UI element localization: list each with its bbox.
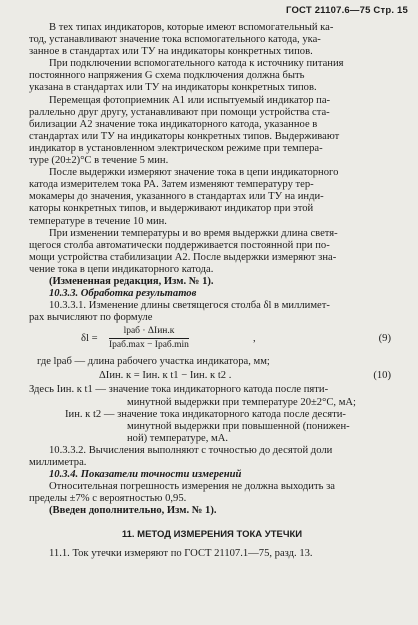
paragraph-auxiliary-cathode	[29, 22, 395, 58]
text-line: При подключении вспомогательного катода к источнику питания	[49, 58, 344, 70]
amendment-note: (Измененная редакция, Изм. № 1).	[49, 275, 214, 287]
definitions-block	[29, 384, 395, 444]
text-line: индикатор в установленном электрическом режиме при темпера-	[29, 142, 323, 154]
text-line: Перемещая фотоприемник A1 или испытуемый индикатор па-	[49, 94, 331, 106]
text-line: Относительная погрешность измерения не должна выходить за	[49, 481, 335, 493]
document-body	[29, 22, 395, 560]
text-line: В тех типах индикаторов, которые имеют вспомогательный ка-	[49, 22, 334, 33]
text-line: мощи устройства стабилизации A2. После выдержки измеряют зна-	[29, 251, 337, 263]
equation-number: (10)	[373, 370, 391, 382]
clause-10-3-3-2	[29, 445, 395, 469]
text-line: пределы ±7% с вероятностью 0,95.	[29, 493, 187, 505]
formula-lhs: δl =	[81, 333, 98, 345]
equation-number: (9)	[378, 333, 391, 345]
formula-fraction	[109, 326, 189, 351]
text-line: щегося столба автоматически поддерживается постоянной при по-	[29, 239, 330, 251]
formula-numerator: lраб · ΔIин.к	[109, 326, 189, 339]
formula-9	[29, 324, 395, 356]
subsection-heading: 10.3.4. Показатели точности измерений	[49, 469, 242, 481]
paragraph-photodetector	[29, 95, 395, 168]
text-line: постоянного напряжения G схема подключения должна быть	[29, 70, 305, 82]
paragraph-relative-error	[29, 481, 395, 505]
text-line: При изменении температуры и во время выдержки длина светя-	[49, 227, 338, 239]
subsection-heading: 10.3.3. Обработка результатов	[49, 288, 197, 300]
text-line: После выдержки измеряют значение тока в цепи индикаторного	[49, 167, 339, 179]
formula-10	[29, 368, 395, 384]
text-line: мокамеры до значения, указанного в стандартах или ТУ на инди-	[29, 191, 324, 203]
text-line: Здесь Iин. к t1 — значение тока индикаторного катода после пяти-	[29, 384, 329, 396]
text-line: тод, устанавливают значение тока вспомогательного катода, ука-	[29, 34, 321, 46]
clause-11-1: 11.1. Ток утечки измеряют по ГОСТ 21107.1—75, разд. 13.	[49, 547, 313, 559]
where-line: где lраб — длина рабочего участка индикатора, мм;	[37, 356, 270, 368]
text-line: билизации A2 значение тока индикаторного катода, указанное в	[29, 118, 318, 130]
text-line: каторы конкретных типов, и выдерживают индикатор при этой	[29, 203, 314, 215]
amendment-note: (Введен дополнительно, Изм. № 1).	[49, 505, 217, 517]
text-line: катода измерителем тока PA. Затем изменяют температуру тер-	[29, 179, 314, 191]
text-line: 10.3.3.1. Изменение длины светящегося столба δl в миллимет-	[49, 300, 330, 312]
text-line: чение тока в цепи индикаторного катода.	[29, 263, 214, 275]
text-line: минутной выдержки при температуре 20±2°С, мА;	[127, 396, 356, 408]
section-heading: 11. МЕТОД ИЗМЕРЕНИЯ ТОКА УТЕЧКИ	[121, 529, 303, 541]
text-line: Iин. к t2 — значение тока индикаторного катода после десяти-	[65, 408, 346, 420]
formula-comma: ,	[253, 333, 256, 345]
formula-denominator: Iраб.max − Iраб.min	[109, 340, 189, 351]
text-line: температуре в течение 10 мин.	[29, 215, 167, 227]
text-line: рах вычисляют по формуле	[29, 312, 153, 324]
text-line: 10.3.3.2. Вычисления выполняют с точностью до десятой доли	[49, 444, 333, 456]
text-line: стандартах или ТУ на индикаторы конкретных типов. Выдерживают	[29, 130, 340, 142]
clause-10-3-3-1	[29, 300, 395, 324]
formula-expression: ΔIин. к = Iин. к t1 − Iин. к t2 .	[99, 370, 232, 382]
paragraph-power-supply	[29, 58, 395, 94]
text-line: занное в стандартах или ТУ на индикаторы конкретных типов.	[29, 46, 313, 58]
page-header: ГОСТ 21107.6—75 Стр. 15	[285, 5, 408, 16]
text-line: раллельно друг другу, устанавливают при помощи устройства ста-	[29, 106, 330, 118]
text-line: ной) температуре, мА.	[127, 432, 229, 444]
text-line: туре (20±2)°С в течение 5 мин.	[29, 155, 169, 167]
paragraph-temperature-change	[29, 228, 395, 276]
text-line: указана в стандартах или ТУ на индикаторы конкретных типов.	[29, 82, 317, 94]
text-line: миллиметра.	[29, 457, 87, 468]
text-line: минутной выдержки при повышенной (понижен-	[127, 420, 350, 432]
paragraph-after-holding	[29, 167, 395, 227]
